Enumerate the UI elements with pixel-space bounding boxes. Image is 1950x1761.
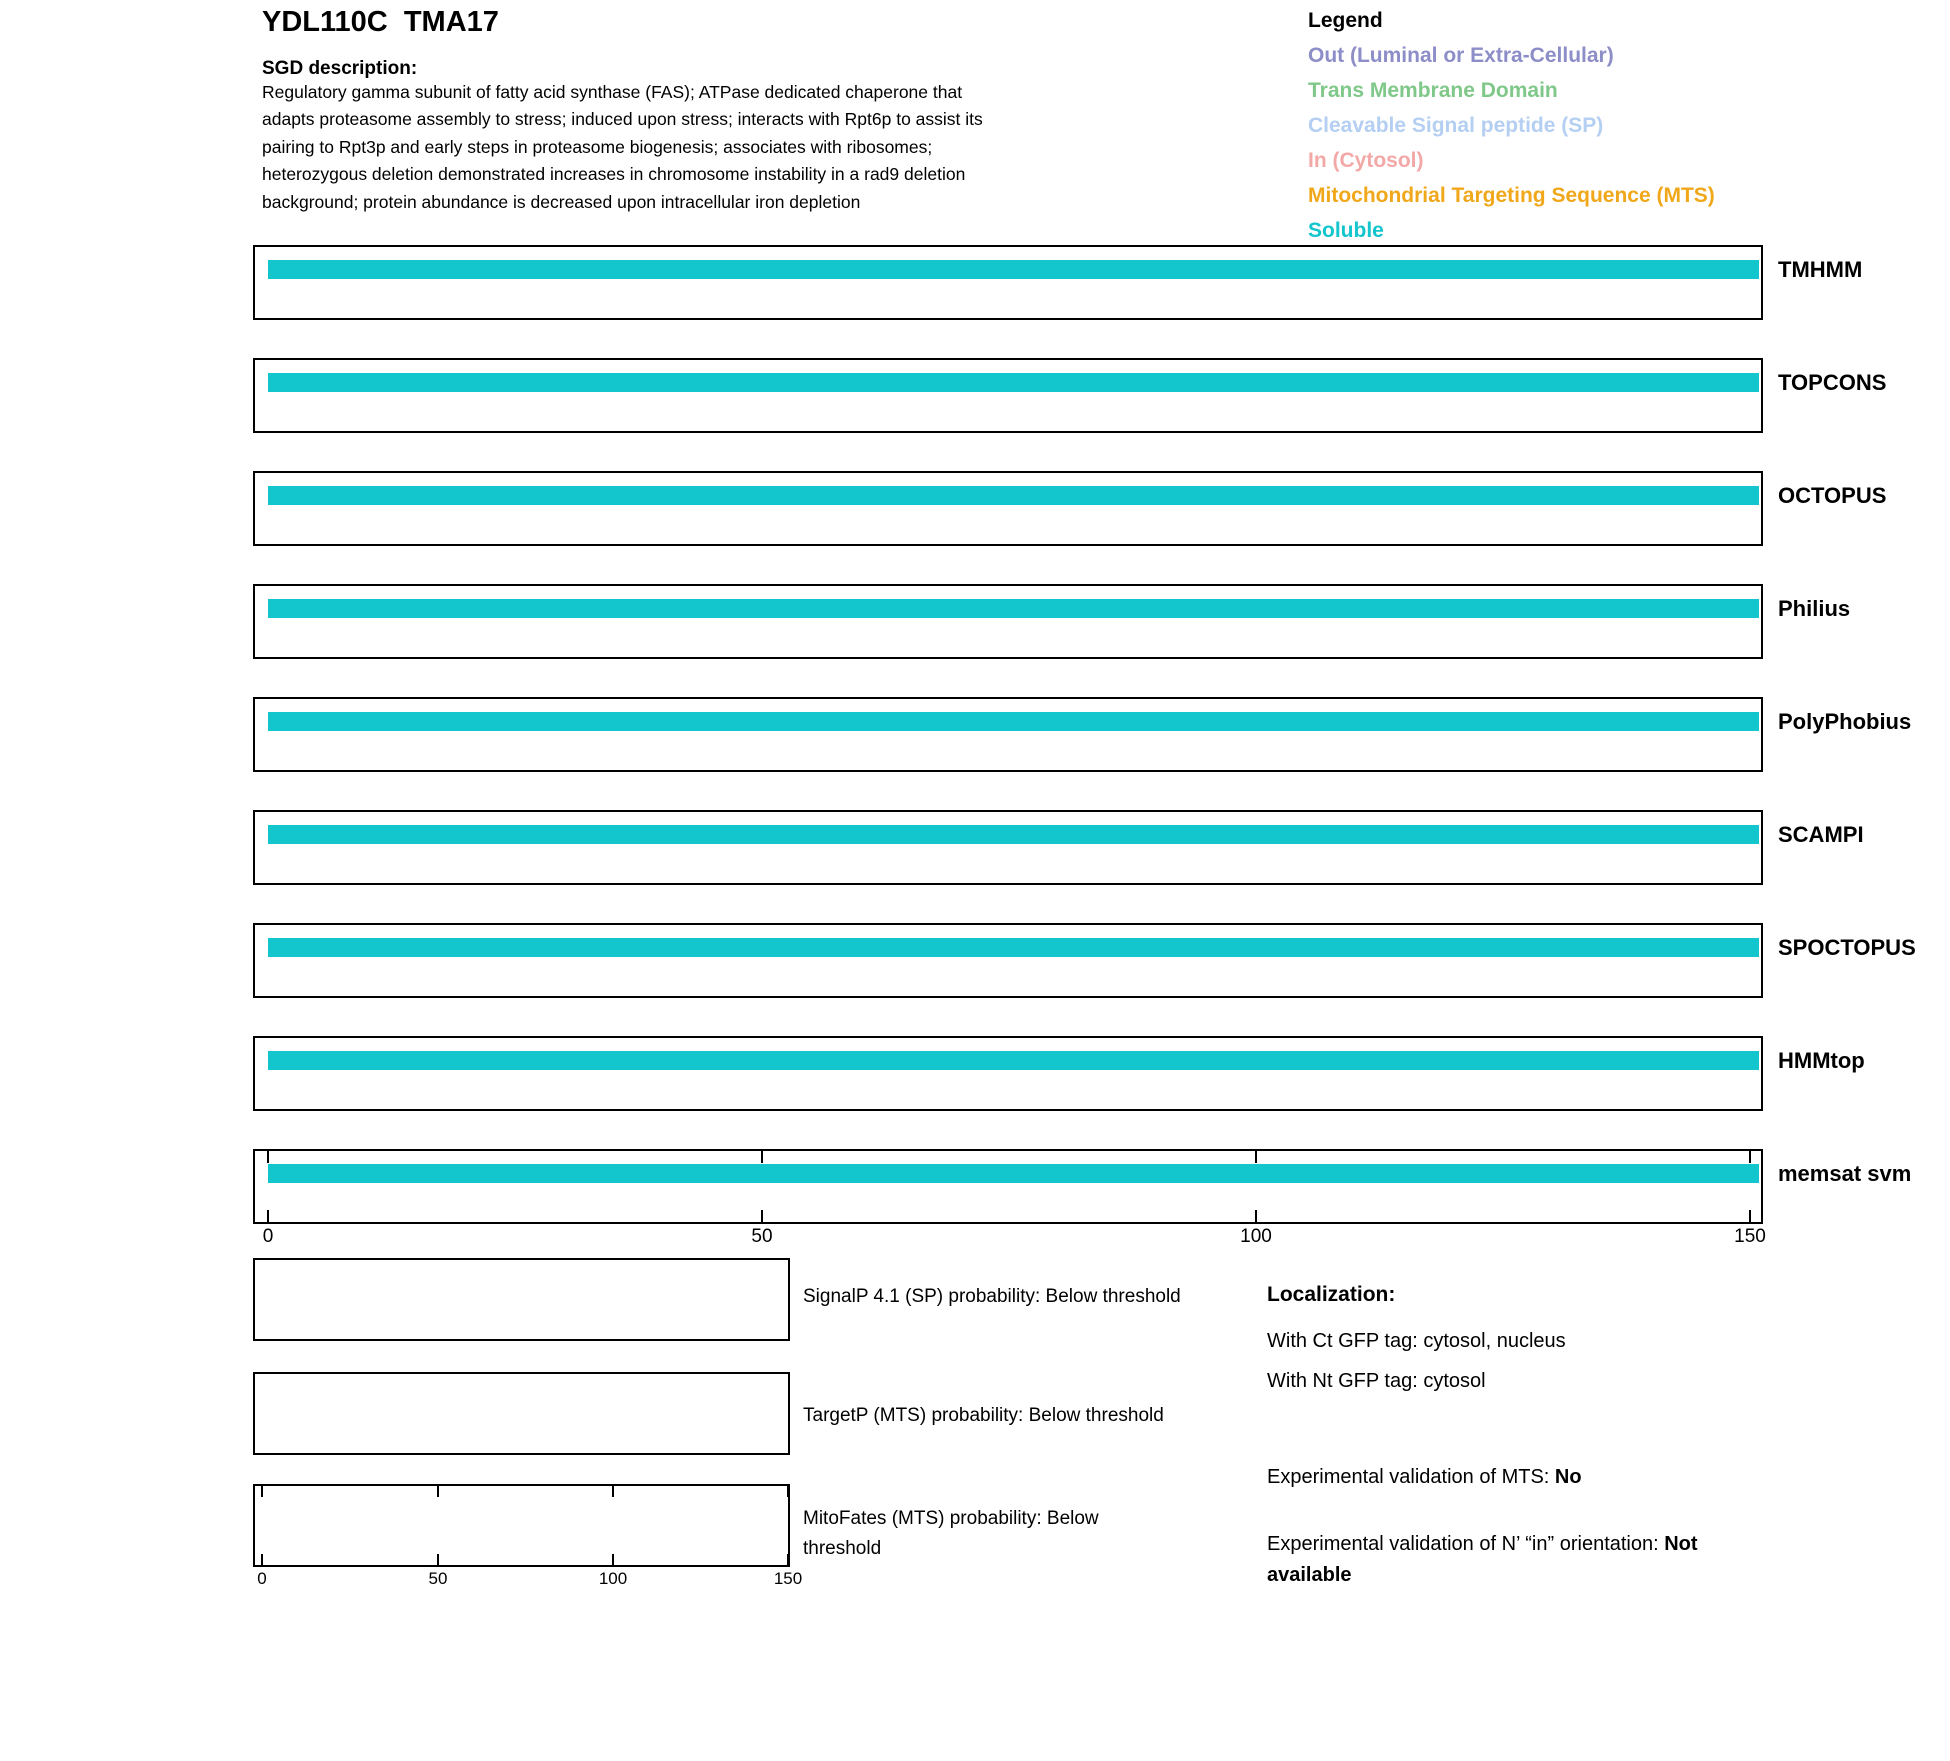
legend-items xyxy=(1308,38,1715,248)
axis-tick-mark xyxy=(1749,1210,1751,1222)
localization-bold-value: No xyxy=(1554,1466,1582,1488)
legend-item: Trans Membrane Domain xyxy=(1308,79,1558,102)
probability-plot-box xyxy=(253,1258,790,1341)
axis-tick-mark xyxy=(787,1554,789,1565)
track-box xyxy=(253,471,1763,546)
axis-tick-label: 0 xyxy=(262,1226,274,1247)
sgd-description-text: Regulatory gamma subunit of fatty acid synthase (FAS); ATPase dedicated chaperone that adapts proteasome assembly to stress; induced upon stress; interacts with Rpt6p to assist its pairing to Rpt3p and early steps in proteasome biogenesis; associates with ribosomes; heterozygous deletion demonstrated increases in chromosome instability in a rad9 deletion background; protein abundance is decreased upon intracellular iron depletion xyxy=(262,82,983,212)
track-label: HMMtop xyxy=(1778,1048,1865,1073)
soluble-bar xyxy=(268,486,1759,505)
probability-plot-label: TargetP (MTS) probability: Below threshold xyxy=(803,1405,1164,1426)
soluble-bar xyxy=(268,1164,1759,1183)
track-box xyxy=(253,584,1763,659)
localization-bold-value: Not available xyxy=(1267,1533,1698,1586)
track-label: PolyPhobius xyxy=(1778,709,1912,734)
legend-item: Soluble xyxy=(1308,219,1384,242)
axis-tick-mark xyxy=(267,1151,269,1163)
axis-tick-mark xyxy=(261,1486,263,1497)
axis-tick-mark xyxy=(761,1151,763,1163)
soluble-bar xyxy=(268,373,1759,392)
localization-line: With Nt GFP tag: cytosol xyxy=(1267,1370,1486,1392)
axis-tick-mark xyxy=(787,1486,789,1497)
track-box xyxy=(253,697,1763,772)
track-box xyxy=(253,1149,1763,1224)
axis-tick-label: 150 xyxy=(773,1569,803,1588)
track-box xyxy=(253,810,1763,885)
page-title: YDL110C TMA17 xyxy=(262,6,499,38)
track-label: Philius xyxy=(1778,596,1851,621)
legend-item: Cleavable Signal peptide (SP) xyxy=(1308,114,1604,137)
track-box xyxy=(253,358,1763,433)
axis-tick-mark xyxy=(612,1486,614,1497)
axis-tick-mark xyxy=(1255,1210,1257,1222)
soluble-bar xyxy=(268,825,1759,844)
axis-tick-mark xyxy=(1749,1151,1751,1163)
sgd-description-label: SGD description: xyxy=(262,58,418,79)
axis-tick-mark xyxy=(261,1554,263,1565)
localization-line: Experimental validation of N’ “in” orientation: Not available xyxy=(1267,1533,1698,1586)
legend-item: Out (Luminal or Extra-Cellular) xyxy=(1308,44,1614,67)
track-label: SPOCTOPUS xyxy=(1778,935,1916,960)
axis-tick-label: 150 xyxy=(1734,1226,1766,1247)
track-label: TMHMM xyxy=(1778,257,1863,282)
axis-tick-label: 0 xyxy=(257,1569,267,1588)
axis-tick-mark xyxy=(1255,1151,1257,1163)
legend-item: In (Cytosol) xyxy=(1308,149,1424,172)
track-label: OCTOPUS xyxy=(1778,483,1887,508)
track-label: TOPCONS xyxy=(1778,370,1887,395)
soluble-bar xyxy=(268,599,1759,618)
legend xyxy=(1308,3,1715,248)
axis-tick-mark xyxy=(267,1210,269,1222)
localization-line: Experimental validation of MTS: No xyxy=(1267,1466,1582,1488)
soluble-bar xyxy=(268,712,1759,731)
legend-title: Legend xyxy=(1308,9,1383,32)
track-box xyxy=(253,1036,1763,1111)
probability-plot-box xyxy=(253,1484,790,1567)
probability-plot-label: MitoFates (MTS) probability: Below threshold xyxy=(803,1508,1099,1559)
axis-tick-mark xyxy=(437,1486,439,1497)
probability-plot-label: SignalP 4.1 (SP) probability: Below threshold xyxy=(803,1286,1181,1307)
axis-tick-label: 100 xyxy=(598,1569,628,1588)
axis-tick-label: 50 xyxy=(751,1226,773,1247)
axis-tick-mark xyxy=(612,1554,614,1565)
track-label: SCAMPI xyxy=(1778,822,1864,847)
soluble-bar xyxy=(268,1051,1759,1070)
legend-item: Mitochondrial Targeting Sequence (MTS) xyxy=(1308,184,1715,207)
soluble-bar xyxy=(268,938,1759,957)
axis-tick-mark xyxy=(761,1210,763,1222)
axis-tick-label: 100 xyxy=(1240,1226,1272,1247)
soluble-bar xyxy=(268,260,1759,279)
track-box xyxy=(253,245,1763,320)
localization-title: Localization: xyxy=(1267,1283,1396,1306)
localization-line: With Ct GFP tag: cytosol, nucleus xyxy=(1267,1330,1566,1352)
probability-plot-box xyxy=(253,1372,790,1455)
track-box xyxy=(253,923,1763,998)
axis-tick-mark xyxy=(437,1554,439,1565)
axis-tick-label: 50 xyxy=(428,1569,448,1588)
track-label: memsat svm xyxy=(1778,1161,1912,1186)
